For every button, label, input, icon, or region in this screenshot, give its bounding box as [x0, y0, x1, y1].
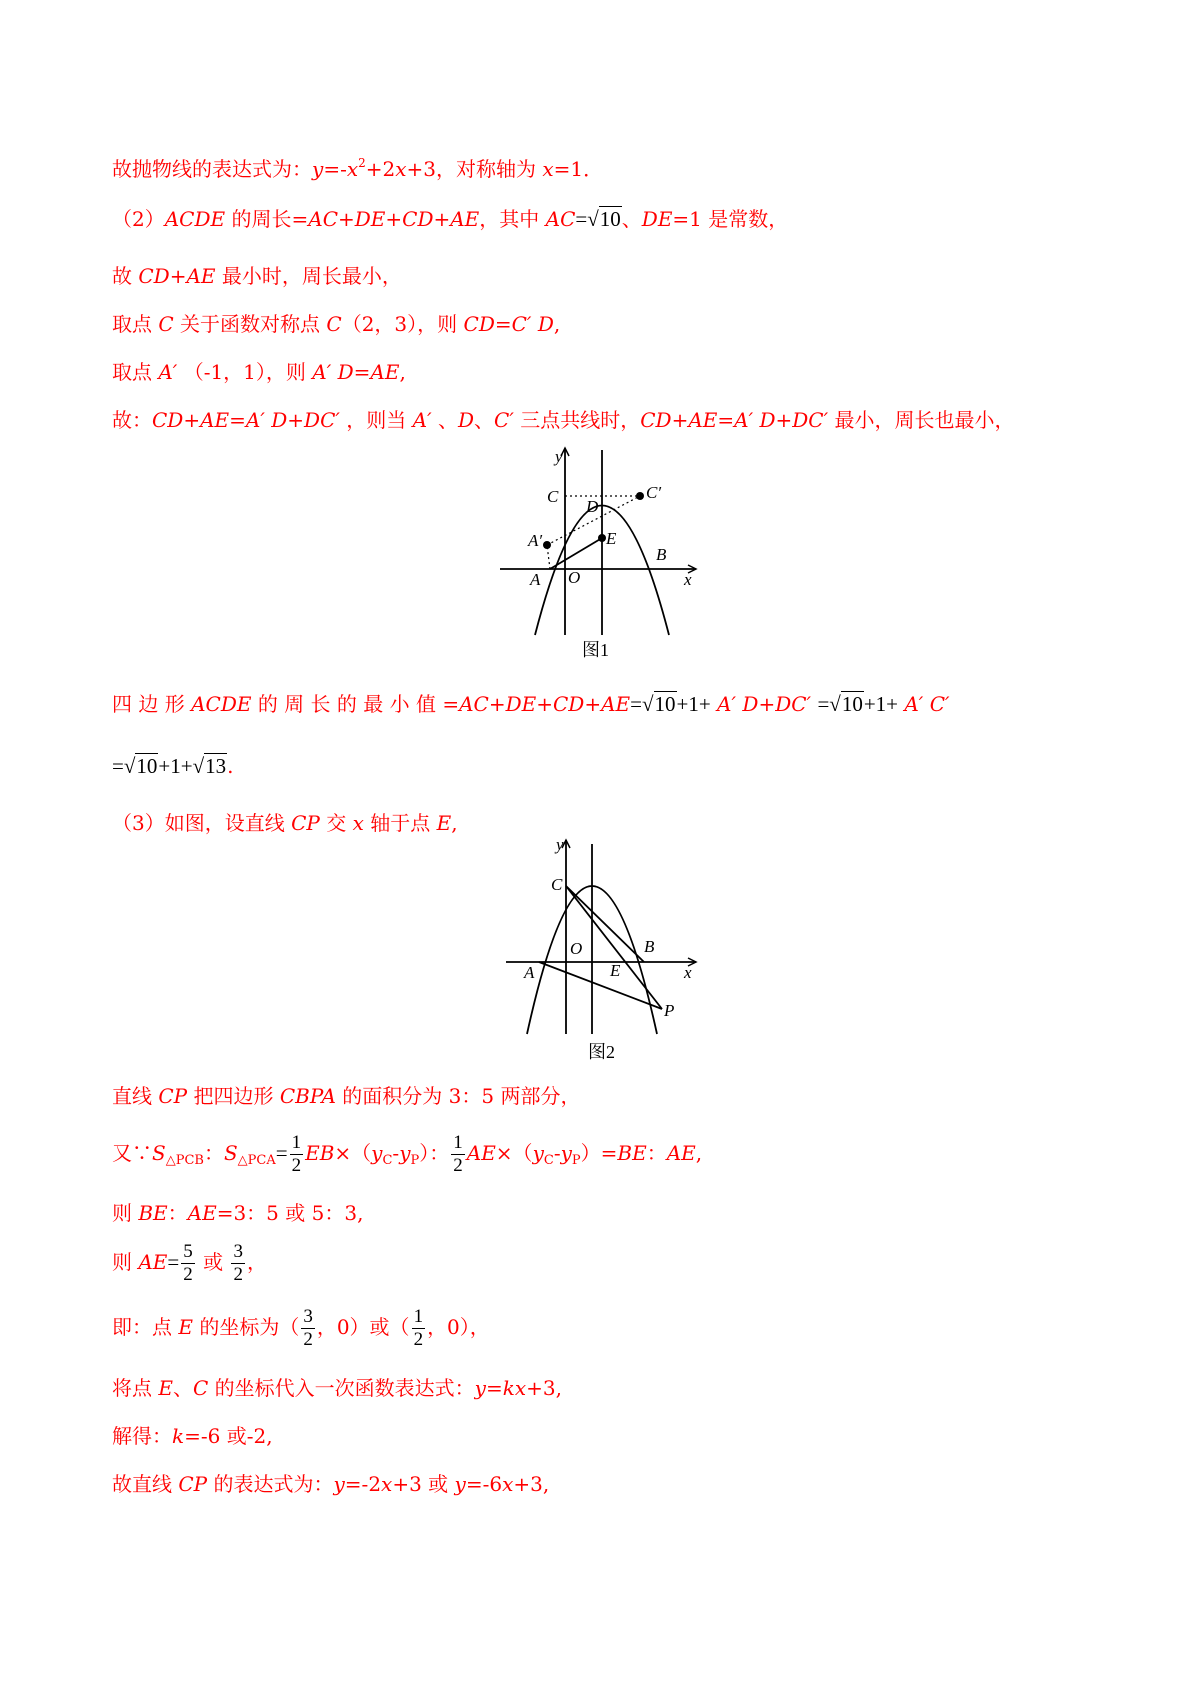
sqrt-10: √10 [123, 754, 158, 778]
text: 把四边形 [187, 1084, 280, 1108]
text: 三点共线时， [513, 408, 641, 432]
subscript: P [571, 1153, 581, 1168]
subscript: △PCB [165, 1153, 204, 1168]
label-d: D [586, 497, 599, 516]
label-x: x [684, 963, 692, 982]
line-9 [112, 808, 458, 838]
text: ，0）， [427, 1315, 490, 1339]
text: 、 [474, 408, 495, 432]
text: y [371, 1141, 383, 1165]
text: 的周长= [225, 207, 309, 231]
text: x [502, 1472, 514, 1496]
text: ，0）或（ [316, 1315, 410, 1339]
text: AE [187, 1201, 217, 1225]
line-5 [112, 357, 406, 387]
text: k [172, 1424, 185, 1448]
superscript: 2 [358, 156, 366, 170]
label-a: A [524, 963, 535, 982]
label-e: E [606, 529, 617, 548]
label-y: y [556, 835, 564, 854]
text: （2） [112, 207, 165, 231]
text: CBPA [279, 1084, 336, 1108]
text: ACDE [164, 207, 226, 231]
denominator: 2 [303, 1329, 313, 1350]
text: 、 [621, 207, 642, 231]
text: AC+DE+CD+AE [308, 207, 480, 231]
line-10 [112, 1081, 580, 1111]
text: CD+AE [138, 264, 216, 288]
text: 的坐标为（ [192, 1315, 300, 1339]
text: , [451, 811, 458, 835]
text: ）= [580, 1141, 618, 1165]
sqrt-10: √10 [641, 692, 676, 716]
text: =1 是常数， [672, 207, 789, 231]
equals-sign: = [275, 1141, 288, 1165]
label-b: B [656, 545, 667, 564]
numerator: 3 [303, 1306, 313, 1327]
denominator: 2 [233, 1264, 243, 1285]
text: ，则当 [339, 408, 413, 432]
sqrt-10: √10 [829, 692, 863, 716]
text: +3, [526, 1376, 562, 1400]
text: =- [323, 157, 347, 181]
sqrt-10: √10 [587, 207, 621, 231]
equals-sign: = [112, 754, 124, 778]
text: BE [617, 1141, 647, 1165]
text: +3 或 [392, 1472, 455, 1496]
fraction-five-halves [181, 1241, 195, 1286]
text: y [474, 1376, 486, 1400]
text: ： [167, 1201, 188, 1225]
numerator: 5 [183, 1241, 193, 1262]
fraction-one-half [451, 1132, 465, 1177]
text: ： [203, 1141, 224, 1165]
line-1 [112, 148, 603, 184]
denominator: 2 [453, 1155, 463, 1176]
text: A′ [412, 408, 432, 432]
text: 直线 [112, 1084, 159, 1108]
text: 故抛物线的表达式为： [112, 157, 312, 181]
line-7 [112, 689, 950, 719]
text: , [553, 312, 561, 336]
text: 、 [172, 1376, 193, 1400]
numerator: 1 [413, 1306, 424, 1327]
text: 的面积分为 3：5 两部分， [335, 1084, 581, 1108]
label-x: x [684, 570, 692, 589]
text: S [223, 1141, 238, 1165]
fraction-one-half [412, 1306, 426, 1351]
text: 故 [112, 264, 139, 288]
text: y [560, 1141, 572, 1165]
text: +2 [365, 157, 396, 181]
denominator: 2 [291, 1155, 302, 1176]
text: AE [466, 1141, 496, 1165]
line-2 [112, 204, 788, 234]
text: x [346, 157, 359, 181]
radicand: 10 [841, 692, 863, 716]
line-4 [112, 309, 560, 339]
numerator: 1 [453, 1132, 463, 1153]
line-15 [112, 1373, 562, 1403]
line-3 [112, 261, 402, 291]
label-c: C [551, 875, 563, 894]
text: E [436, 811, 452, 835]
text: 的坐标代入一次函数表达式： [208, 1376, 475, 1400]
text: y [312, 157, 324, 181]
text: E [158, 1376, 173, 1400]
sqrt-13: √13 [192, 754, 227, 778]
text: 交 [319, 811, 353, 835]
point-e [598, 534, 606, 542]
equals-sign: = [817, 692, 830, 716]
radicand: 10 [654, 692, 676, 716]
text: ： [646, 1141, 667, 1165]
label-c: C [547, 487, 559, 506]
figure-2-caption: 图2 [588, 1042, 615, 1062]
fraction-one-half [290, 1132, 304, 1177]
point-c-prime [636, 492, 644, 500]
text: AC [545, 207, 576, 231]
line-8 [112, 751, 233, 781]
text: kx [502, 1376, 527, 1400]
label-b: B [644, 937, 655, 956]
line-14 [112, 1302, 490, 1352]
text: （-1，1），则 [177, 360, 313, 384]
text: 最小时，周长最小， [215, 264, 402, 288]
text: ACDE [191, 692, 252, 716]
text: +3, [513, 1472, 550, 1496]
text: ，其中 [479, 207, 546, 231]
label-a-prime: A′ [528, 531, 543, 550]
line-13 [112, 1237, 267, 1287]
text: 的 周 长 的 最 小 值 = [251, 692, 460, 716]
text: C [192, 1376, 209, 1400]
equals-sign: = [630, 692, 642, 716]
text: （3）如图，设直线 [112, 811, 292, 835]
text: 则 [112, 1201, 139, 1225]
line-16 [112, 1421, 273, 1451]
fraction-three-halves [301, 1306, 315, 1351]
text: AE [138, 1250, 168, 1274]
text: x [352, 811, 364, 835]
figure-1-caption: 图1 [582, 640, 609, 660]
label-o: O [568, 568, 581, 587]
text: +3，对称轴为 [406, 157, 543, 181]
text: 则 [112, 1250, 139, 1274]
text: 的表达式为： [207, 1472, 334, 1496]
text: . [227, 754, 234, 778]
line-6 [112, 405, 1015, 435]
text: - [392, 1141, 400, 1165]
text: （2，3），则 [341, 312, 464, 336]
figure-1-diagram [490, 440, 710, 660]
text: ）： [419, 1141, 450, 1165]
label-c-prime: C′ [646, 483, 662, 502]
figure-1 [490, 440, 710, 660]
label-y: y [555, 447, 563, 466]
text: A′ C′ [898, 692, 950, 716]
plus-one: +1+ [158, 754, 193, 778]
text: S [152, 1141, 166, 1165]
text: 解得： [112, 1424, 172, 1448]
text: = [485, 1376, 503, 1400]
text: 关于函数对称点 [173, 312, 327, 336]
text: 取点 [112, 360, 159, 384]
text: ， [246, 1250, 267, 1274]
label-a: A [530, 570, 541, 589]
text: =-6 或-2, [184, 1424, 273, 1448]
text: , [399, 360, 406, 384]
text: 又∵ [112, 1141, 152, 1165]
text: 取点 [112, 312, 159, 336]
denominator: 2 [183, 1264, 193, 1285]
label-o: O [570, 939, 583, 958]
point-a-prime [543, 541, 551, 549]
equals-sign: = [167, 1250, 180, 1274]
text: 最小，周长也最小， [828, 408, 1015, 432]
text: A′ D+DC′ [710, 692, 818, 716]
text: C [326, 312, 342, 336]
subscript: P [410, 1153, 420, 1168]
figure-2 [500, 834, 710, 1066]
line-11 [112, 1128, 702, 1186]
text: y [454, 1472, 466, 1496]
plus-one: +1+ [676, 692, 711, 716]
subscript: C [382, 1153, 393, 1168]
text: CD=C′ D [463, 312, 554, 336]
text: =-2 [344, 1472, 382, 1496]
text: D [457, 408, 475, 432]
text: 将点 [112, 1376, 159, 1400]
text: CP [178, 1472, 208, 1496]
text: 故： [112, 408, 152, 432]
denominator: 2 [413, 1329, 424, 1350]
subscript: C [543, 1153, 554, 1168]
subscript: △PCA [237, 1153, 276, 1168]
text: 四 边 形 [112, 692, 192, 716]
text: =3：5 或 5：3, [216, 1201, 364, 1225]
text: C [158, 312, 174, 336]
text: AC+DE+CD+AE [459, 692, 631, 716]
text: 轴于点 [363, 811, 437, 835]
text: CP [158, 1084, 188, 1108]
plus-one: +1+ [863, 692, 898, 716]
text: C′ [494, 408, 514, 432]
segment-ae [550, 538, 602, 569]
text: 故直线 [112, 1472, 179, 1496]
text: =-6 [465, 1472, 503, 1496]
text: , [695, 1141, 703, 1165]
figure-2-diagram [500, 834, 710, 1066]
numerator: 1 [291, 1132, 302, 1153]
text: CP [291, 811, 320, 835]
text: EB [305, 1141, 335, 1165]
text: 即：点 [112, 1315, 179, 1339]
equals-sign: = [575, 207, 588, 231]
text: BE [138, 1201, 168, 1225]
line-12 [112, 1198, 363, 1228]
text: 、 [431, 408, 458, 432]
fraction-three-halves [231, 1241, 245, 1286]
text: =1． [553, 157, 604, 181]
text: x [381, 1472, 393, 1496]
radicand: 13 [205, 754, 227, 778]
numerator: 3 [233, 1241, 243, 1262]
text: E [178, 1315, 193, 1339]
text: DE [641, 207, 673, 231]
radicand: 10 [599, 207, 621, 231]
label-e: E [610, 961, 621, 980]
text: - [553, 1141, 561, 1165]
label-p: P [664, 1001, 675, 1020]
line-17 [112, 1469, 549, 1499]
text: AE [666, 1141, 696, 1165]
text: y [333, 1472, 345, 1496]
text: x [542, 157, 554, 181]
text: ×（ [334, 1141, 372, 1165]
radicand: 10 [136, 754, 158, 778]
text: y [532, 1141, 544, 1165]
text: CD+AE=A′ D+DC′ [640, 408, 829, 432]
text: x [395, 157, 407, 181]
text: CD+AE=A′ D+DC′ [152, 408, 340, 432]
text: ×（ [495, 1141, 533, 1165]
text: 或 [196, 1250, 230, 1274]
text: y [399, 1141, 411, 1165]
text: A′ D=AE [312, 360, 400, 384]
text: A′ [158, 360, 178, 384]
